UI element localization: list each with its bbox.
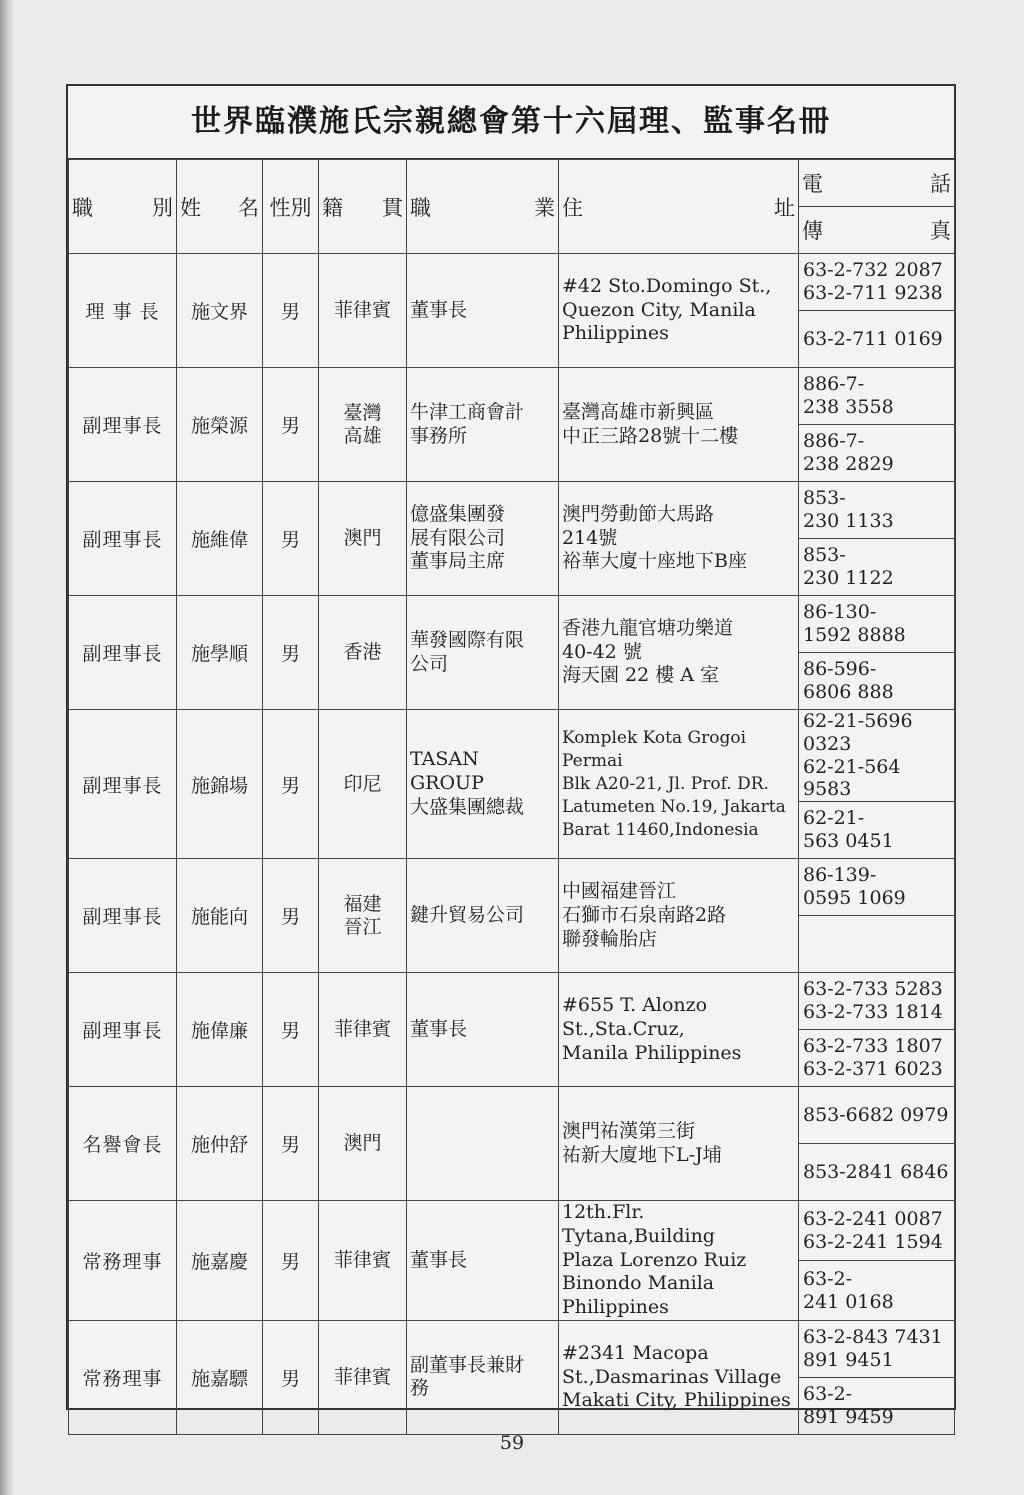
member-origin: 菲律賓 — [319, 1320, 407, 1434]
member-address: #2341 Macopa St.,Dasmarinas Village Makati City, Philippines — [559, 1320, 799, 1434]
page-number: 59 — [499, 1432, 525, 1454]
table-row — [69, 1320, 955, 1377]
table-row — [69, 254, 955, 311]
member-address: 12th.Flr. Tytana,Building Plaza Lorenzo Ruiz Binondo Manila Philippines — [559, 1201, 799, 1321]
header-sex: 性別 — [263, 160, 319, 254]
table-row — [69, 710, 955, 802]
member-address: 中國福建晉江 石獅市石泉南路2路 聯發輪胎店 — [559, 859, 799, 973]
member-address: 香港九龍官塘功樂道 40-42 號 海天園 22 樓 A 室 — [559, 596, 799, 710]
roster-table — [68, 159, 955, 1435]
table-row — [69, 1087, 955, 1144]
member-sex: 男 — [263, 596, 319, 710]
member-title: 常務理事 — [69, 1320, 177, 1434]
member-occupation: TASAN GROUP 大盛集團總裁 — [407, 710, 559, 859]
member-fax: 62-21- 563 0451 — [799, 802, 955, 859]
header-row — [69, 160, 955, 207]
member-sex: 男 — [263, 1087, 319, 1201]
member-fax: 853- 230 1122 — [799, 539, 955, 596]
member-origin: 澳門 — [319, 1087, 407, 1201]
member-name: 施文界 — [177, 254, 263, 368]
header-name: 姓 名 — [177, 160, 263, 254]
header-address: 住 址 — [559, 160, 799, 254]
member-fax: 63-2-711 0169 — [799, 311, 955, 368]
member-sex: 男 — [263, 710, 319, 859]
member-occupation: 副董事長兼財 務 — [407, 1320, 559, 1434]
member-telephone: 63-2-241 0087 63-2-241 1594 — [799, 1201, 955, 1261]
member-name: 施學順 — [177, 596, 263, 710]
member-fax: 63-2- 241 0168 — [799, 1261, 955, 1321]
member-telephone: 63-2-733 5283 63-2-733 1814 — [799, 973, 955, 1030]
member-telephone: 886-7- 238 3558 — [799, 368, 955, 425]
member-title: 副理事長 — [69, 368, 177, 482]
member-address: 臺灣高雄市新興區 中正三路28號十二樓 — [559, 368, 799, 482]
header-job: 職 業 — [407, 160, 559, 254]
member-fax: 853-2841 6846 — [799, 1144, 955, 1201]
member-origin: 福建 晉江 — [319, 859, 407, 973]
member-name: 施仲舒 — [177, 1087, 263, 1201]
member-sex: 男 — [263, 973, 319, 1087]
page-binding-shadow — [0, 0, 14, 1495]
member-name: 施嘉慶 — [177, 1201, 263, 1321]
member-title: 副理事長 — [69, 859, 177, 973]
member-sex: 男 — [263, 482, 319, 596]
member-fax: 886-7- 238 2829 — [799, 425, 955, 482]
table-row — [69, 859, 955, 916]
member-title: 副理事長 — [69, 973, 177, 1087]
member-telephone: 62-21-5696 0323 62-21-564 9583 — [799, 710, 955, 802]
header-title: 職 別 — [69, 160, 177, 254]
member-name: 施維偉 — [177, 482, 263, 596]
member-title: 副理事長 — [69, 482, 177, 596]
page-title: 世界臨濮施氏宗親總會第十六屆理、監事名冊 — [68, 86, 954, 159]
member-title: 理 事 長 — [69, 254, 177, 368]
member-address: 澳門祐漢第三街 祐新大廈地下L-J埔 — [559, 1087, 799, 1201]
member-address: #42 Sto.Domingo St., Quezon City, Manila Philippines — [559, 254, 799, 368]
member-name: 施偉廉 — [177, 973, 263, 1087]
member-sex: 男 — [263, 1201, 319, 1321]
member-sex: 男 — [263, 859, 319, 973]
member-telephone: 63-2-843 7431 891 9451 — [799, 1320, 955, 1377]
member-name: 施能向 — [177, 859, 263, 973]
member-sex: 男 — [263, 254, 319, 368]
member-occupation: 董事長 — [407, 254, 559, 368]
member-fax: 86-596- 6806 888 — [799, 653, 955, 710]
member-title: 常務理事 — [69, 1201, 177, 1321]
member-name: 施榮源 — [177, 368, 263, 482]
member-telephone: 853- 230 1133 — [799, 482, 955, 539]
header-origin: 籍 貫 — [319, 160, 407, 254]
table-row — [69, 1201, 955, 1261]
member-occupation: 董事長 — [407, 973, 559, 1087]
table-row — [69, 482, 955, 539]
member-origin: 澳門 — [319, 482, 407, 596]
member-telephone: 853-6682 0979 — [799, 1087, 955, 1144]
member-fax: 63-2-733 1807 63-2-371 6023 — [799, 1030, 955, 1087]
member-origin: 印尼 — [319, 710, 407, 859]
member-name: 施錦場 — [177, 710, 263, 859]
member-origin: 菲律賓 — [319, 973, 407, 1087]
member-occupation — [407, 1087, 559, 1201]
member-origin: 菲律賓 — [319, 1201, 407, 1321]
member-name: 施嘉驃 — [177, 1320, 263, 1434]
member-fax — [799, 916, 955, 973]
member-telephone: 86-139- 0595 1069 — [799, 859, 955, 916]
member-title: 副理事長 — [69, 596, 177, 710]
member-origin: 香港 — [319, 596, 407, 710]
member-sex: 男 — [263, 1320, 319, 1434]
member-origin: 臺灣 高雄 — [319, 368, 407, 482]
member-title: 名譽會長 — [69, 1087, 177, 1201]
member-origin: 菲律賓 — [319, 254, 407, 368]
member-occupation: 牛津工商會計 事務所 — [407, 368, 559, 482]
member-occupation: 億盛集團發 展有限公司 董事局主席 — [407, 482, 559, 596]
header-fax: 傳 真 — [799, 207, 955, 254]
roster-frame — [66, 84, 956, 1428]
table-row — [69, 973, 955, 1030]
member-sex: 男 — [263, 368, 319, 482]
member-occupation: 鍵升貿易公司 — [407, 859, 559, 973]
header-telephone: 電 話 — [799, 160, 955, 207]
member-occupation: 董事長 — [407, 1201, 559, 1321]
member-telephone: 86-130- 1592 8888 — [799, 596, 955, 653]
table-row — [69, 596, 955, 653]
table-row — [69, 368, 955, 425]
member-telephone: 63-2-732 2087 63-2-711 9238 — [799, 254, 955, 311]
member-title: 副理事長 — [69, 710, 177, 859]
member-address: Komplek Kota Grogoi Permai Blk A20-21, Jl. Prof. DR. Latumeten No.19, Jakarta Barat 11460,Indonesia — [559, 710, 799, 859]
member-address: 澳門勞動節大馬路 214號 裕華大廈十座地下B座 — [559, 482, 799, 596]
member-fax: 63-2- 891 9459 — [799, 1377, 955, 1434]
member-address: #655 T. Alonzo St.,Sta.Cruz, Manila Philippines — [559, 973, 799, 1087]
member-occupation: 華發國際有限 公司 — [407, 596, 559, 710]
